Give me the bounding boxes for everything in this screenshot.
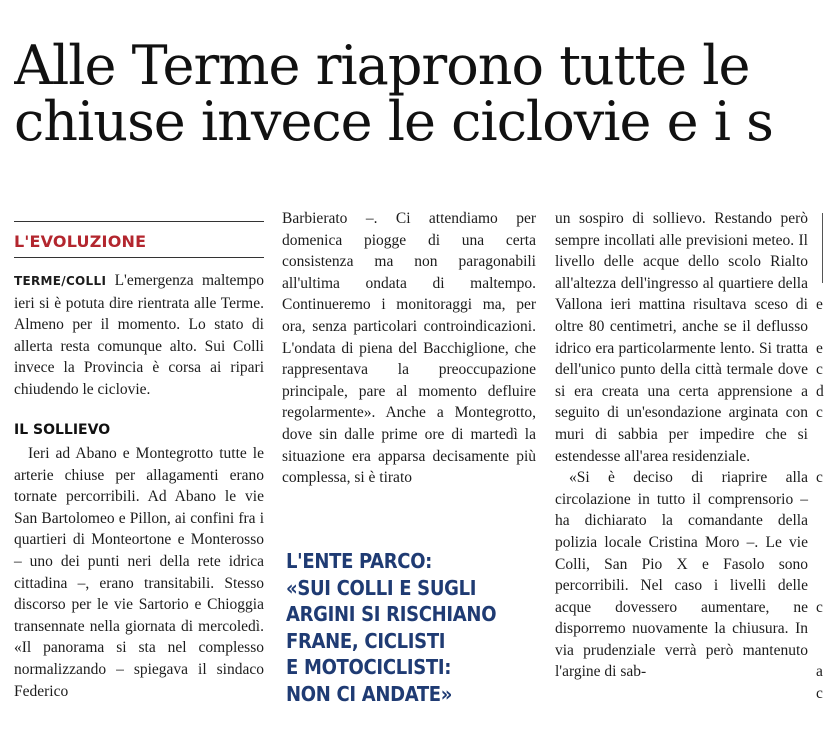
- headline: [14, 38, 828, 150]
- cropped-next-column: [816, 208, 828, 705]
- headline-line-1: Alle Terme riaprono tutte le: [14, 38, 750, 97]
- pull-quote-line: E MOTOCICLISTI:: [286, 655, 452, 679]
- cropped-letter: c: [816, 598, 823, 616]
- column-3-paragraph-1: un sospiro di sollievo. Restando però sempre incollati alle previsioni meteo. Il livello delle acque dello scolo Rialto all'altezza dell'ingresso al quartiere della Vallona ieri mattina risultava sceso di oltre 80 centimetri, anche se il deflusso idrico era particolarmente lento. Si tratta dell'unico punto della città termale dove si era creata una certa apprensione a seguito di un'esondazione arginata con muri di sabbia per impedire che si estendesse all'area residenziale.: [555, 210, 808, 465]
- pull-quote-line: NON CI ANDATE»: [286, 681, 453, 706]
- lead-paragraph: [14, 270, 264, 401]
- pull-quote: [286, 548, 542, 707]
- cropped-letter: c: [816, 469, 823, 487]
- headline-line-2: chiuse invece le ciclovie e i s: [14, 90, 773, 150]
- cropped-letter: d: [816, 382, 824, 400]
- subhead: IL SOLLIEVO: [14, 422, 111, 438]
- column-2-paragraph: Barbierato –. Ci attendiamo per domenica piogge di una certa consistenza ma non paragonabili all'ultima ondata di maltempo. Continueremo i monitoraggi ma, per ora, senza particolari controindicazioni. L'ondata di piena del Bacchiglione, che rappresentava la preoccupazione principale, pare al momento defluire regolarmente». Anche a Montegrotto, dove sin dalle prime ore di martedì la situazione era apparsa decisamente più complessa, si è tirato: [282, 210, 536, 487]
- cropped-letter: e: [816, 296, 823, 314]
- kicker: TERME/COLLI: [14, 274, 107, 288]
- pull-quote-line: «SUI COLLI E SUGLI: [286, 575, 477, 600]
- column-3-paragraph-2: «Si è deciso di riaprire alla circolazione in tutto il comprensorio – ha dichiarato la comandante della polizia locale Cristina Moro –. Le vie Colli, San Pio X e Fasolo sono percorribili. Nel caso i livelli delle acque dovessero aumentare, ne disporremo nuovamente la chiusura. In via prudenziale verrà però mantenuto l'argine di sab-: [555, 469, 808, 681]
- column-1-body: [14, 443, 264, 702]
- pull-quote-line: ARGINI SI RISCHIANO: [286, 602, 497, 626]
- column-1-paragraph: Ieri ad Abano e Montegrotto tutte le arterie chiuse per allagamenti erano tornate percorribili. Ad Abano le vie San Bartolomeo e Pillon, ai confini fra i quartieri di Monteortone e Monterosso – uno dei punti neri della rete idrica cittadina –, erano transitabili. Stesso discorso per le vie Sartorio e Chioggia transennate nella giornata di mercoledì. «Il panorama si sta nel complesso normalizzando – spiegava il sindaco Federico: [14, 445, 264, 700]
- section-label: L'EVOLUZIONE: [14, 232, 147, 251]
- lead-text: L'emergenza maltempo ieri si è potuta dire rientrata alle Terme. Almeno per il momento. Lo stato di allerta resta comunque alto. Sui Colli invece la Provincia è corsa ai ripari chiudendo le ciclovie.: [14, 272, 264, 398]
- pull-quote-line: L'ENTE PARCO:: [286, 549, 433, 573]
- section-rule-bottom: [14, 257, 264, 258]
- cropped-letter: c: [816, 685, 823, 703]
- column-2-body: [282, 208, 536, 489]
- cropped-letter: a: [816, 663, 823, 681]
- cropped-letter: e: [816, 339, 823, 357]
- cropped-letter: c: [816, 404, 823, 422]
- column-3-body: [555, 208, 808, 683]
- cropped-letter: c: [816, 361, 823, 379]
- pull-quote-line: FRANE, CICLISTI: [286, 628, 446, 653]
- section-rule-top: [14, 221, 264, 222]
